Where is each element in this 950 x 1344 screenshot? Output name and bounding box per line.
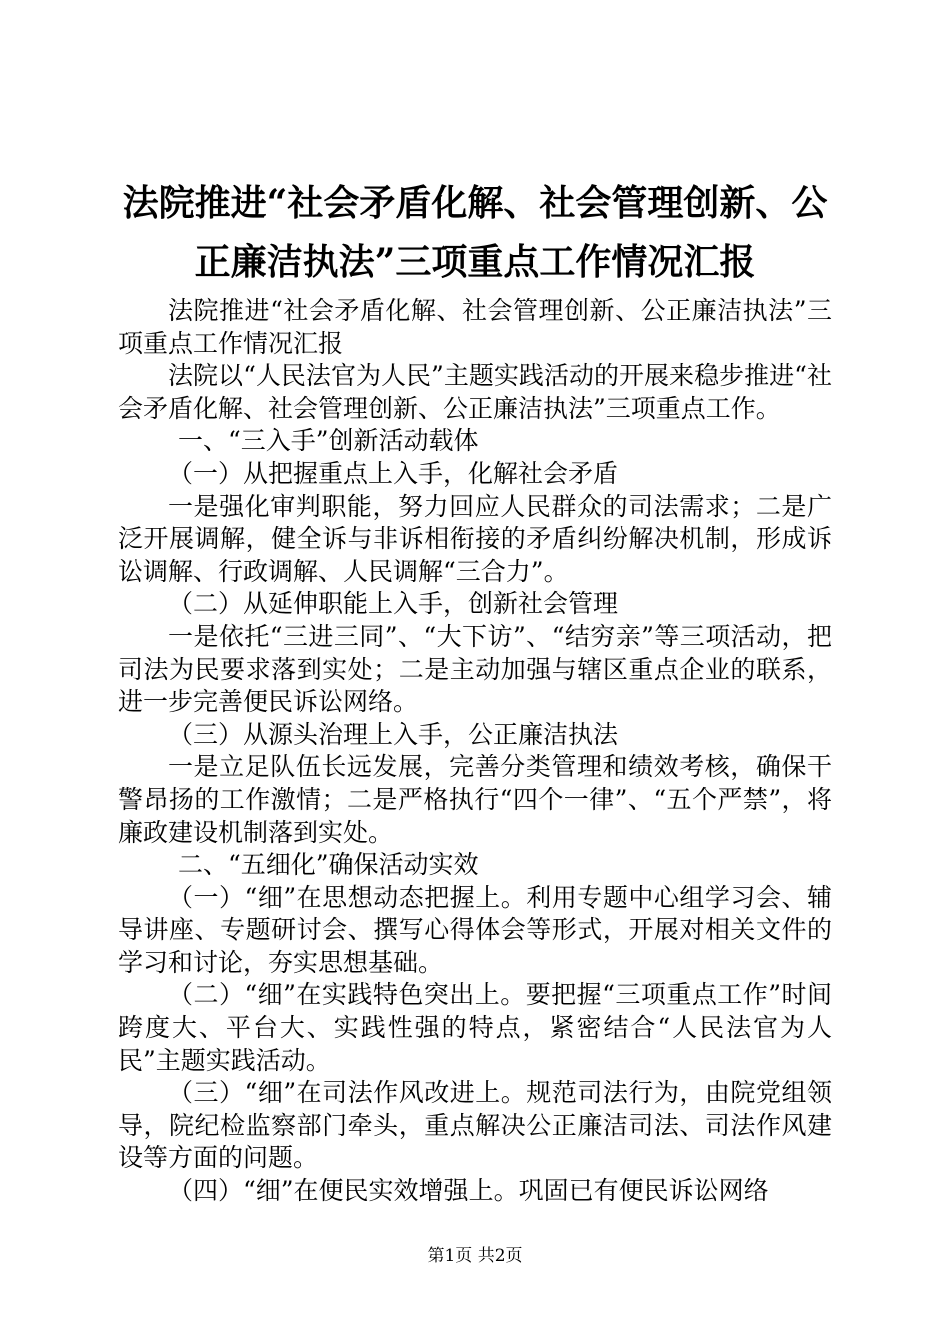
subsection-heading: （二）从延伸职能上入手，创新社会管理 [168, 589, 619, 619]
body-paragraph: （三）“细”在司法作风改进上。规范司法行为，由院党组领导，院纪检监察部门牵头，重点解决公正廉洁司法、司法作风建设等方面的问题。 [118, 1078, 832, 1173]
body-paragraph: 法院推进“社会矛盾化解、社会管理创新、公正廉洁执法”三项重点工作情况汇报 [118, 296, 832, 358]
body-paragraph: （四）“细”在便民实效增强上。巩固已有便民诉讼网络 [168, 1176, 769, 1206]
body-paragraph: 一是强化审判职能，努力回应人民群众的司法需求；二是广泛开展调解，健全诉与非诉相衔接的矛盾纠纷解决机制，形成诉讼调解、行政调解、人民调解“三合力”。 [118, 491, 832, 586]
section-heading: 二、“五细化”确保活动实效 [178, 850, 479, 880]
body-paragraph: 一是依托“三进三同”、“大下访”、“结穷亲”等三项活动，把司法为民要求落到实处；二是主动加强与辖区重点企业的联系，进一步完善便民诉讼网络。 [118, 621, 832, 717]
document-title-line-2: 正廉洁执法”三项重点工作情况汇报 [194, 241, 756, 283]
page-number-footer: 第1页 共2页 [427, 1246, 523, 1266]
document-body [118, 295, 832, 1208]
body-paragraph: 一是立足队伍长远发展，完善分类管理和绩效考核，确保干警昂扬的工作激情；二是严格执行“四个一律”、“五个严禁”，将廉政建设机制落到实处。 [118, 752, 832, 847]
body-paragraph: （二）“细”在实践特色突出上。要把握“三项重点工作”时间跨度大、平台大、实践性强的特点，紧密结合“人民法官为人民”主题实践活动。 [118, 980, 832, 1075]
subsection-heading: （一）从把握重点上入手，化解社会矛盾 [168, 458, 619, 488]
subsection-heading: （三）从源头治理上入手，公正廉洁执法 [168, 719, 619, 749]
section-heading: 一、“三入手”创新活动载体 [178, 426, 479, 456]
body-paragraph: 法院以“人民法官为人民”主题实践活动的开展来稳步推进“社会矛盾化解、社会管理创新、公正廉洁执法”三项重点工作。 [118, 361, 832, 423]
document-title-line-1: 法院推进“社会矛盾化解、社会管理创新、公 [122, 182, 828, 224]
body-paragraph: （一）“细”在思想动态把握上。利用专题中心组学习会、辅导讲座、专题研讨会、撰写心得体会等形式，开展对相关文件的学习和讨论，夯实思想基础。 [118, 882, 832, 977]
